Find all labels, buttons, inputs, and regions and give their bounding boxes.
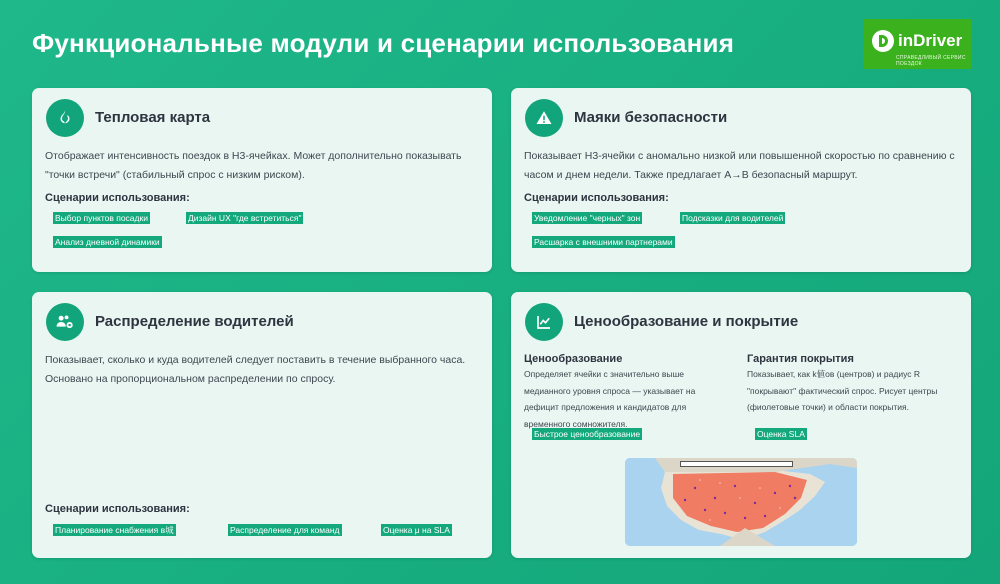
card-title: Тепловая карта: [95, 109, 211, 126]
scenarios-label: Сценарии использования:: [45, 192, 190, 204]
coverage-column-title: Гарантия покрытия: [747, 353, 854, 365]
scenario-tag[interactable]: Анализ дневной динамики: [55, 237, 160, 247]
card-description: [45, 351, 477, 389]
chart-line-icon: [525, 303, 563, 341]
card-title: Распределение водителей: [95, 313, 294, 330]
scenario-tag[interactable]: Дизайн UX "где встретиться": [188, 213, 302, 223]
desc-line: Отображает интенсивность поездок в H3-ячейках. Может дополнительно показывать: [45, 150, 462, 162]
text-line: Определяет ячейки с значительно выше: [524, 369, 684, 379]
card-heatmap: [32, 88, 492, 272]
coverage-column-text: [747, 366, 962, 416]
scenarios-label: Сценарии использования:: [45, 503, 190, 515]
pricing-column-title: Ценообразование: [524, 353, 623, 365]
card-pricing: [511, 292, 971, 558]
users-gear-icon: [46, 303, 84, 341]
map-search-input[interactable]: [680, 461, 793, 467]
text-line: "покрывают" фактический спрос. Рисует центры: [747, 385, 938, 396]
card-title: Ценообразование и покрытие: [574, 313, 799, 330]
text-line: медианного уровня спроса — указывает на: [524, 385, 696, 396]
card-safety: [511, 88, 971, 272]
page-title: Функциональные модули и сценарии использования: [32, 28, 735, 58]
card-title: Маяки безопасности: [574, 109, 728, 126]
scenario-tag[interactable]: Уведомление "черных" зон: [534, 213, 641, 223]
text-line: дефицит предложения и кандидатов для: [524, 402, 687, 412]
desc-line: Основано на пропорциональном распределении по спросу.: [45, 373, 336, 385]
logo-tagline: СПРАВЕДЛИВЫЙ СЕРВИС ПОЕЗДОК: [896, 55, 966, 67]
card-drivers: [32, 292, 492, 558]
desc-line: Показывает, сколько и куда водителей следует поставить в течение выбранного часа.: [45, 354, 466, 366]
desc-line: "точки встречи" (стабильный спрос с низким риском).: [45, 169, 305, 181]
scenario-tag[interactable]: Оценка SLA: [757, 429, 805, 439]
scenario-tag[interactable]: Распределение для команд: [230, 525, 340, 535]
indriver-logo-icon: [872, 30, 894, 52]
text-line: (фиолетовые точки) и области покрытия.: [747, 402, 909, 412]
scenario-tag[interactable]: Оценка μ на SLA: [383, 525, 450, 535]
desc-line: часом и днем недели. Также предлагает A→B безопасный маршрут.: [524, 169, 858, 181]
coverage-map[interactable]: [625, 458, 857, 546]
coverage-map-image: [625, 458, 857, 546]
indriver-logo: [863, 19, 971, 69]
logo-brand: inDriver: [898, 31, 963, 50]
text-line: временного сомножителя.: [524, 418, 628, 429]
desc-line: Показывает H3-ячейки с аномально низкой или повышенной скоростью по сравнению с: [524, 150, 955, 162]
scenario-tag[interactable]: Выбор пунктов посадки: [55, 213, 148, 223]
scenarios-label: Сценарии использования:: [524, 192, 669, 204]
card-description: [45, 147, 477, 185]
scenario-tag[interactable]: Подсказки для водителей: [682, 213, 784, 223]
scenario-tag[interactable]: Планирование снабжения в城: [55, 525, 174, 535]
warning-icon: [525, 99, 563, 137]
scenario-tag[interactable]: Быстрое ценообразование: [534, 429, 641, 439]
card-description: [524, 147, 956, 185]
text-line: Показывает, как k値ов (центров) и радиус R: [747, 369, 920, 379]
pricing-column-text: [524, 366, 724, 432]
fire-icon: [46, 99, 84, 137]
scenario-tag[interactable]: Расшарка с внешними партнерами: [534, 237, 673, 247]
